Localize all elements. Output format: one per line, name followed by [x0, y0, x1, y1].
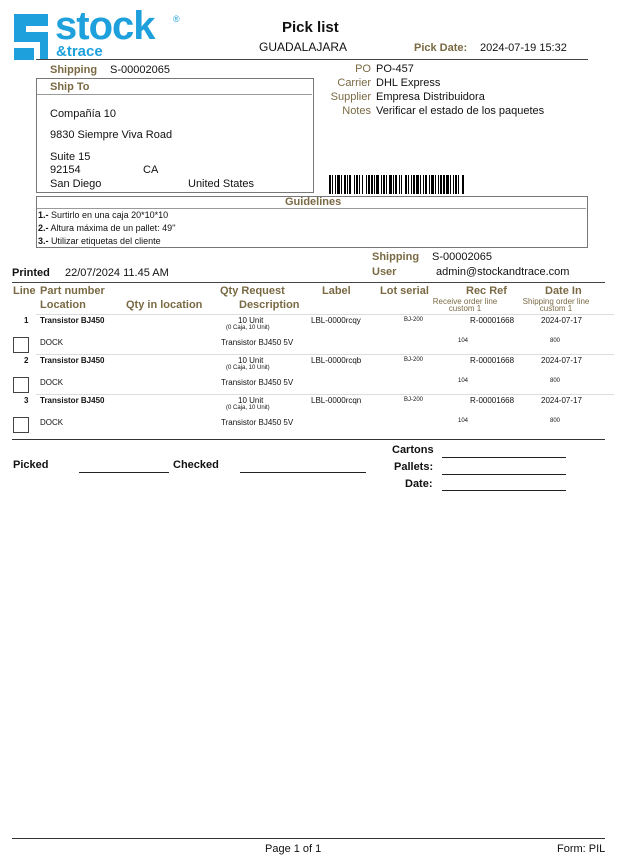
guideline-2-num: 2.-	[38, 223, 49, 233]
col-shipping-custom: Shipping order line custom 1	[522, 297, 590, 313]
po-value: PO-457	[376, 63, 414, 75]
ship-to-city: San Diego	[50, 178, 102, 190]
pick-date-label: Pick Date:	[414, 42, 468, 54]
row-location: DOCK	[40, 418, 64, 427]
ship-to-address1: 9830 Siempre Viva Road	[50, 129, 173, 141]
col-qty-request: Qty Request	[220, 285, 285, 297]
barcode-icon	[329, 175, 581, 194]
row-qty-detail: (0 Caja, 10 Unit)	[226, 405, 270, 411]
row-location: DOCK	[40, 378, 64, 387]
form-code: Form: PIL	[557, 843, 606, 855]
row-location: DOCK	[40, 338, 64, 347]
logo-subtext: &trace	[56, 43, 103, 60]
row-ship-custom: 800	[550, 338, 561, 344]
page-number: Page 1 of 1	[265, 843, 322, 855]
row-qty: 10 Unit	[238, 356, 264, 365]
row-description: Transistor BJ450 5V	[221, 338, 294, 347]
col-date-in: Date In	[545, 285, 582, 297]
meta-shipping-label: Shipping	[372, 251, 420, 263]
row-qty: 10 Unit	[238, 396, 264, 405]
shipping-label: Shipping	[50, 64, 98, 76]
row-description: Transistor BJ450 5V	[221, 378, 294, 387]
col-receive-custom: Receive order line custom 1	[432, 297, 498, 313]
pallets-line[interactable]	[442, 474, 566, 475]
col-description: Description	[239, 299, 300, 311]
guidelines-divider	[37, 208, 586, 209]
row-label: LBL-0000rcqn	[311, 396, 362, 405]
table-top-divider	[12, 282, 605, 283]
pallets-label: Pallets:	[394, 461, 434, 473]
row-line: 1	[24, 316, 29, 325]
row-lot: BJ-200	[404, 357, 424, 363]
checked-signature-line[interactable]	[240, 472, 366, 473]
row-separator	[36, 394, 614, 395]
row-rec-ref: R-00001668	[470, 316, 515, 325]
ship-to-state: CA	[143, 164, 159, 176]
cartons-line[interactable]	[442, 457, 566, 458]
col-label: Label	[322, 285, 351, 297]
printed-value: 22/07/2024 11.45 AM	[65, 267, 169, 279]
row-label: LBL-0000rcqy	[311, 316, 361, 325]
row-rec-ref: R-00001668	[470, 396, 515, 405]
row-part-number: Transistor BJ450	[40, 396, 105, 405]
ship-to-label: Ship To	[50, 81, 90, 93]
shipping-value: S-00002065	[110, 64, 170, 76]
ship-to-address2: Suite 15	[50, 151, 91, 163]
row-lot: BJ-200	[404, 397, 424, 403]
checked-label: Checked	[173, 459, 219, 471]
col-qty-in-location: Qty in location	[126, 299, 203, 311]
row-line: 2	[24, 356, 29, 365]
row-ship-custom: 800	[550, 418, 561, 424]
row-lot: BJ-200	[404, 317, 424, 323]
row-date-in: 2024-07-17	[541, 316, 582, 325]
row-separator	[36, 354, 614, 355]
row-picked-checkbox[interactable]	[13, 377, 29, 393]
col-location: Location	[40, 299, 86, 311]
col-part-number: Part number	[40, 285, 105, 297]
row-part-number: Transistor BJ450	[40, 316, 105, 325]
row-line: 3	[24, 396, 29, 405]
row-separator	[36, 314, 614, 315]
table-bottom-divider	[12, 439, 605, 440]
date-line[interactable]	[442, 490, 566, 491]
row-picked-checkbox[interactable]	[13, 337, 29, 353]
pick-date-value: 2024-07-19 15:32	[480, 42, 567, 54]
ship-to-divider	[37, 94, 312, 95]
supplier-label: Supplier	[330, 91, 371, 103]
guideline-1-text: Surtirlo en una caja 20*10*10	[51, 210, 169, 220]
row-recv-custom: 104	[458, 378, 469, 384]
row-qty-detail: (0 Caja, 10 Unit)	[226, 325, 270, 331]
carrier-label: Carrier	[337, 77, 371, 89]
po-label: PO	[355, 63, 371, 75]
guideline-1-num: 1.-	[38, 210, 49, 220]
registered-mark: ®	[173, 14, 180, 24]
carrier-value: DHL Express	[376, 77, 441, 89]
footer-divider	[12, 838, 605, 839]
guideline-3-num: 3.-	[38, 236, 49, 246]
ship-to-zip: 92154	[50, 164, 81, 176]
col-lot-serial: Lot serial	[380, 285, 429, 297]
row-ship-custom: 800	[550, 378, 561, 384]
guidelines-title: Guidelines	[285, 196, 342, 208]
meta-user-value: admin@stockandtrace.com	[436, 266, 570, 278]
row-qty: 10 Unit	[238, 316, 264, 325]
meta-shipping-value: S-00002065	[432, 251, 492, 263]
row-qty-detail: (0 Caja, 10 Unit)	[226, 365, 270, 371]
row-description: Transistor BJ450 5V	[221, 418, 294, 427]
row-recv-custom: 104	[458, 418, 469, 424]
supplier-value: Empresa Distribuidora	[376, 91, 485, 103]
row-rec-ref: R-00001668	[470, 356, 515, 365]
ship-to-company: Compañía 10	[50, 108, 117, 120]
col-rec-ref: Rec Ref	[466, 285, 507, 297]
printed-label: Printed	[12, 267, 50, 279]
picked-label: Picked	[13, 459, 49, 471]
row-picked-checkbox[interactable]	[13, 417, 29, 433]
row-recv-custom: 104	[458, 338, 469, 344]
notes-value: Verificar el estado de los paquetes	[376, 105, 545, 117]
notes-label: Notes	[342, 105, 371, 117]
header-divider	[36, 59, 588, 60]
picked-signature-line[interactable]	[79, 472, 169, 473]
cartons-label: Cartons	[392, 444, 434, 456]
date-label: Date:	[405, 478, 433, 490]
guideline-3-text: Utilizar etiquetas del cliente	[51, 236, 161, 246]
warehouse-name: GUADALAJARA	[259, 40, 348, 54]
logo-mark-icon	[14, 14, 48, 60]
meta-user-label: User	[372, 266, 397, 278]
page-title: Pick list	[282, 19, 339, 36]
ship-to-country: United States	[188, 178, 255, 190]
col-line: Line	[13, 285, 36, 297]
row-date-in: 2024-07-17	[541, 356, 582, 365]
row-label: LBL-0000rcqb	[311, 356, 362, 365]
row-part-number: Transistor BJ450	[40, 356, 105, 365]
row-date-in: 2024-07-17	[541, 396, 582, 405]
logo-text: stock	[55, 4, 155, 48]
guideline-2-text: Altura máxima de un pallet: 49''	[50, 223, 176, 233]
